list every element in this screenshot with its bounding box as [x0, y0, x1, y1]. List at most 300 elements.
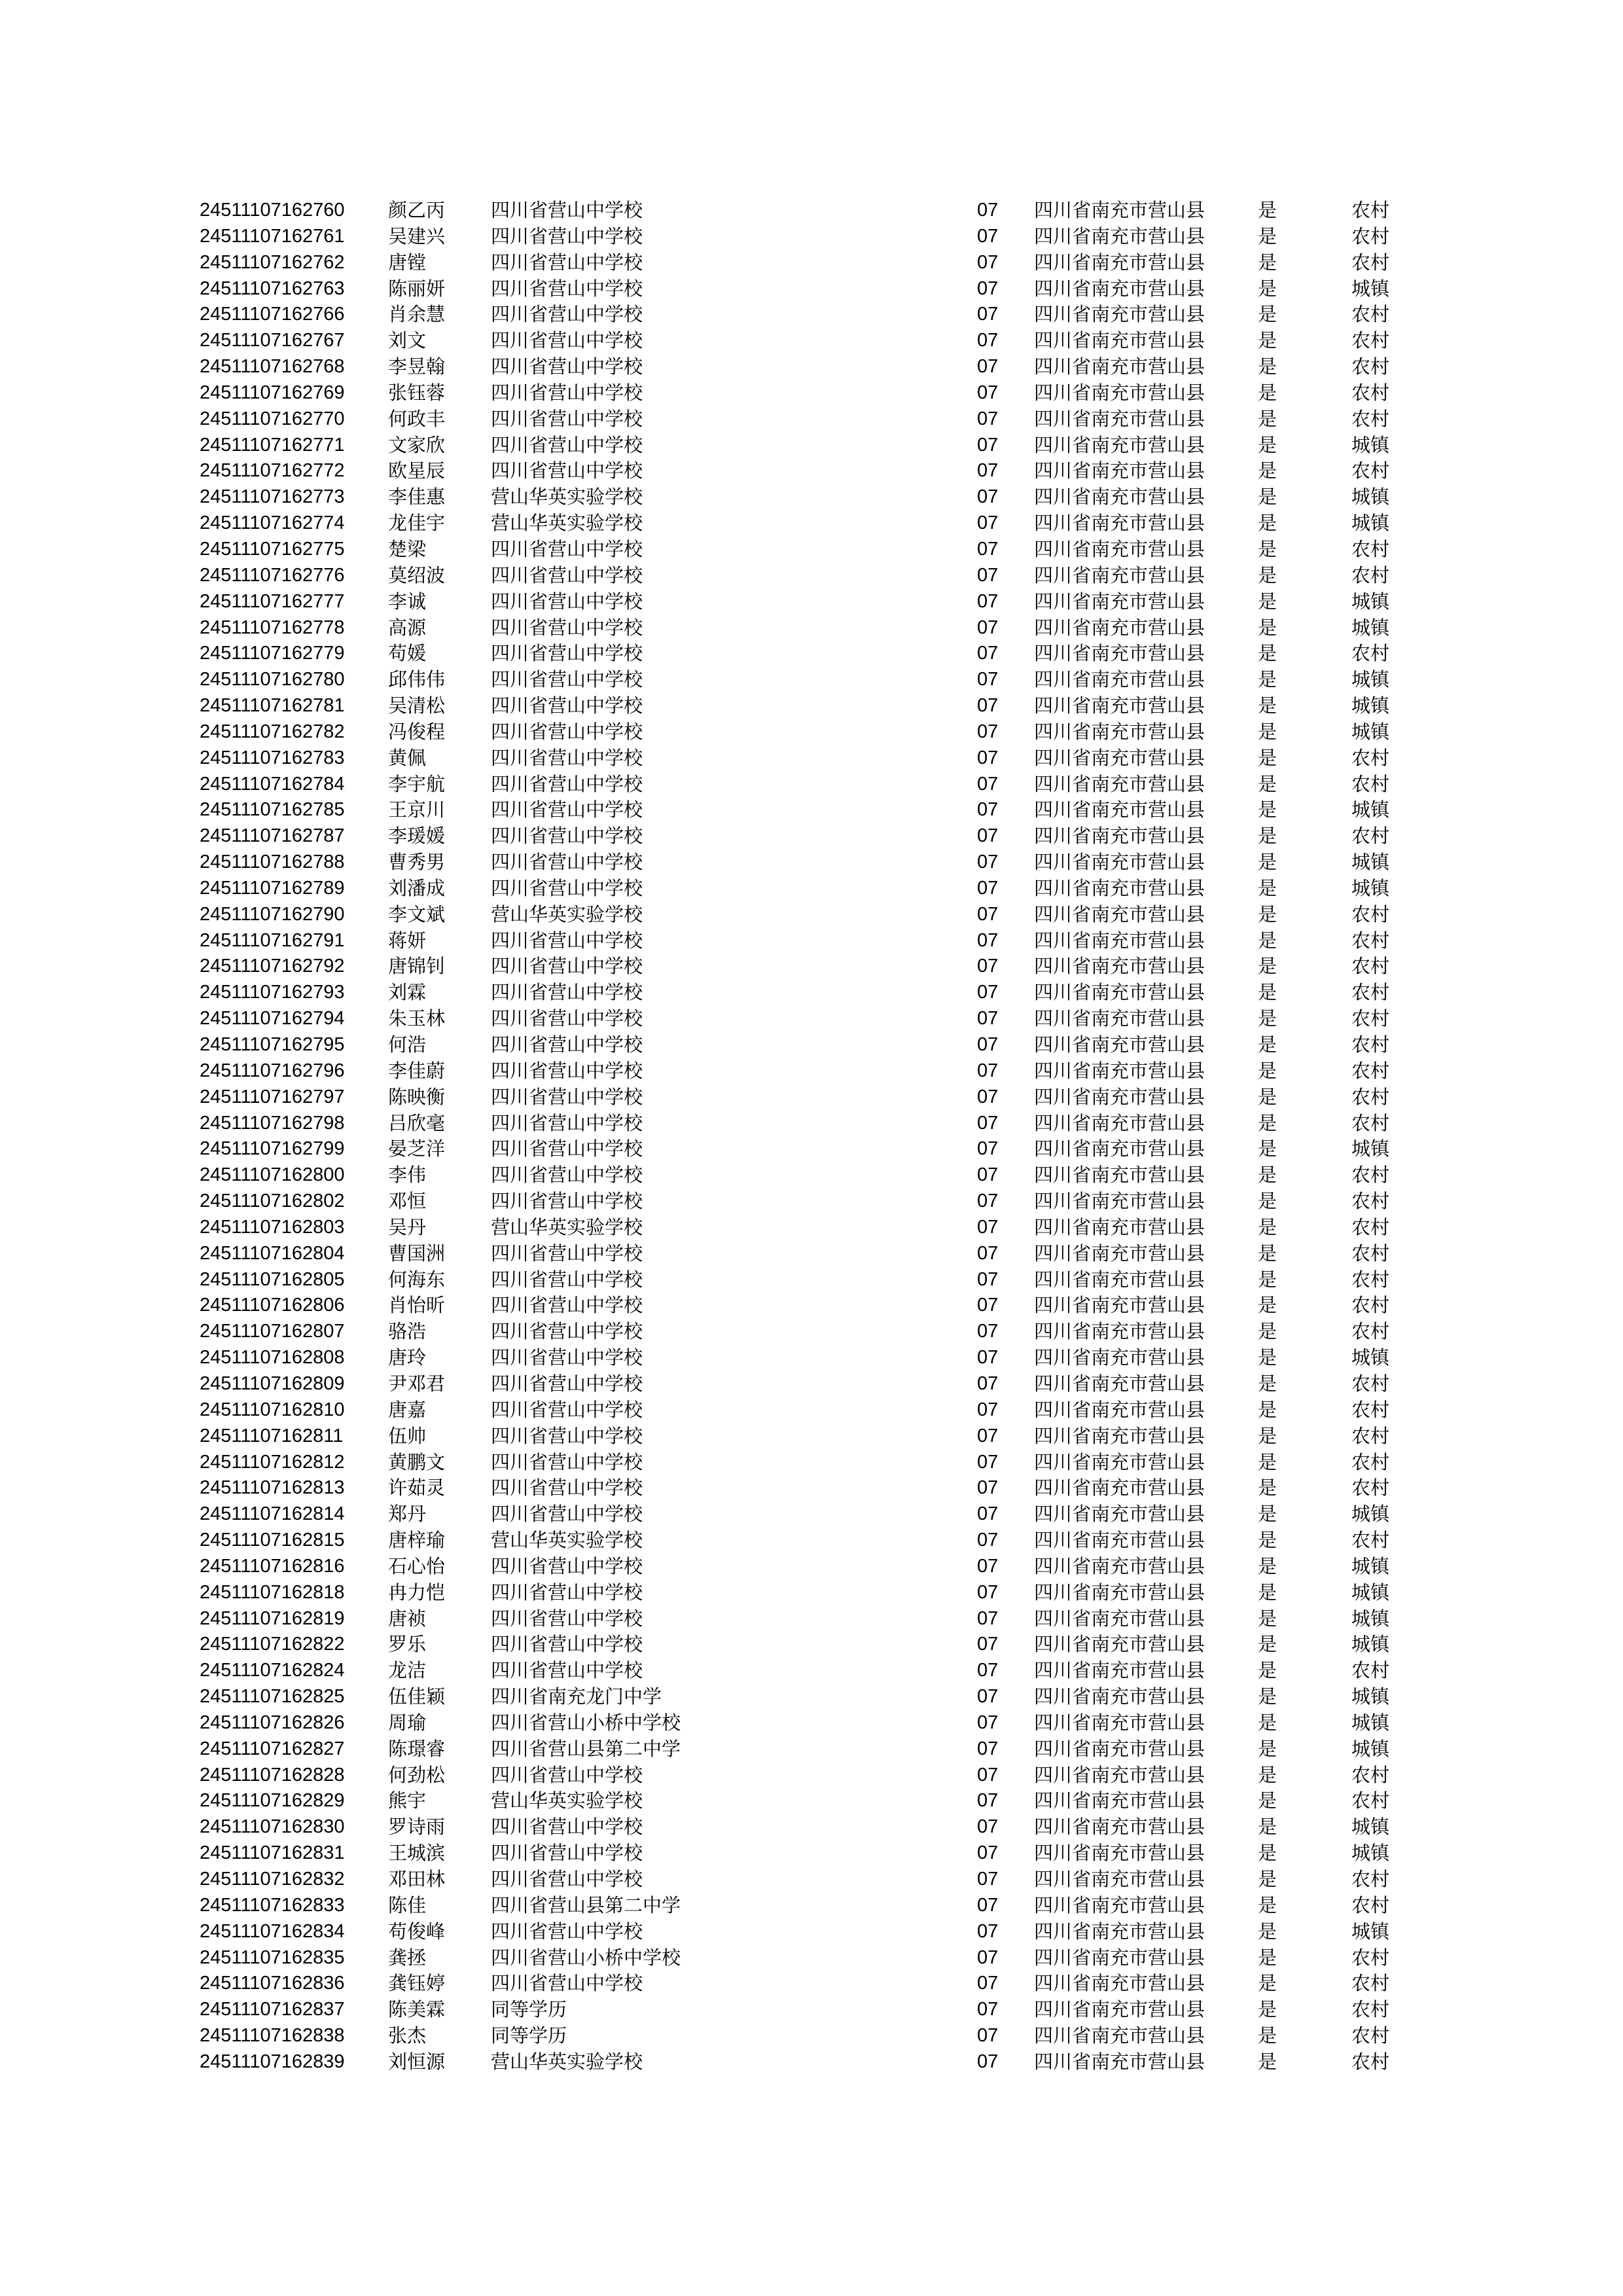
table-row	[200, 458, 1443, 484]
cell-flag: 是	[1258, 903, 1277, 925]
cell-name: 王京川	[388, 798, 446, 821]
cell-flag: 是	[1258, 1763, 1277, 1786]
cell-flag: 是	[1258, 1607, 1277, 1630]
cell-name: 邓恒	[388, 1190, 427, 1213]
cell-code: 07	[977, 929, 999, 951]
cell-code: 07	[977, 903, 999, 925]
cell-flag: 是	[1258, 1529, 1277, 1552]
table-row	[200, 1919, 1443, 1945]
cell-flag: 是	[1258, 1868, 1277, 1890]
cell-name: 张杰	[388, 2024, 427, 2047]
table-row	[200, 1345, 1443, 1371]
cell-name: 唐镗	[388, 251, 427, 274]
cell-code: 07	[977, 1920, 999, 1942]
cell-flag: 是	[1258, 277, 1277, 300]
table-row	[200, 1450, 1443, 1476]
cell-school: 四川省营山中学校	[491, 825, 643, 848]
cell-code: 07	[977, 1660, 999, 1681]
cell-flag: 是	[1258, 329, 1277, 352]
cell-school: 四川省营山中学校	[491, 929, 643, 952]
table-row	[200, 1997, 1443, 2023]
cell-flag: 是	[1258, 981, 1277, 1004]
cell-flag: 是	[1258, 1059, 1277, 1082]
cell-area: 城镇	[1351, 1554, 1390, 1577]
table-row	[200, 1580, 1443, 1606]
table-row	[200, 1319, 1443, 1345]
cell-school: 四川省营山中学校	[491, 642, 643, 665]
cell-code: 07	[977, 2051, 999, 2072]
cell-region: 四川省南充市营山县	[1034, 224, 1205, 247]
cell-region: 四川省南充市营山县	[1034, 876, 1205, 899]
cell-id: 24511107162828	[200, 1764, 345, 1785]
table-row	[200, 250, 1443, 276]
cell-flag: 是	[1258, 433, 1277, 456]
cell-flag: 是	[1258, 1424, 1277, 1447]
cell-region: 四川省南充市营山县	[1034, 564, 1205, 586]
cell-school: 四川省营山县第二中学	[491, 1893, 681, 1916]
cell-region: 四川省南充市营山县	[1034, 825, 1205, 848]
cell-name: 颜乙丙	[388, 199, 446, 221]
cell-flag: 是	[1258, 537, 1277, 560]
cell-id: 24511107162800	[200, 1164, 345, 1186]
cell-region: 四川省南充市营山县	[1034, 746, 1205, 769]
cell-code: 07	[977, 721, 999, 742]
cell-name: 李佳蔚	[388, 1059, 446, 1082]
cell-region: 四川省南充市营山县	[1034, 1607, 1205, 1630]
cell-region: 四川省南充市营山县	[1034, 1893, 1205, 1916]
cell-name: 龚拯	[388, 1946, 427, 1969]
cell-area: 城镇	[1351, 1685, 1390, 1708]
cell-code: 07	[977, 1268, 999, 1290]
cell-code: 07	[977, 1712, 999, 1733]
cell-name: 唐玲	[388, 1346, 427, 1369]
cell-code: 07	[977, 1216, 999, 1238]
cell-flag: 是	[1258, 486, 1277, 509]
cell-region: 四川省南充市营山县	[1034, 1320, 1205, 1343]
cell-id: 24511107162814	[200, 1503, 345, 1525]
cell-code: 07	[977, 1191, 999, 1212]
cell-code: 07	[977, 434, 999, 456]
cell-id: 24511107162810	[200, 1399, 345, 1420]
cell-school: 四川省营山中学校	[491, 224, 643, 247]
cell-area: 城镇	[1351, 1737, 1390, 1760]
cell-name: 肖余慧	[388, 303, 446, 326]
cell-name: 熊宇	[388, 1789, 427, 1812]
cell-school: 四川省营山中学校	[491, 1581, 643, 1604]
cell-flag: 是	[1258, 825, 1277, 848]
cell-school: 营山华英实验学校	[491, 1529, 643, 1552]
cell-id: 24511107162761	[200, 225, 345, 247]
cell-area: 城镇	[1351, 616, 1390, 639]
cell-area: 城镇	[1351, 512, 1390, 535]
cell-id: 24511107162792	[200, 956, 345, 977]
cell-school: 四川省营山中学校	[491, 1111, 643, 1134]
cell-flag: 是	[1258, 1893, 1277, 1916]
cell-code: 07	[977, 1764, 999, 1785]
cell-flag: 是	[1258, 1007, 1277, 1030]
cell-code: 07	[977, 1686, 999, 1708]
cell-flag: 是	[1258, 1085, 1277, 1108]
cell-id: 24511107162809	[200, 1372, 345, 1394]
cell-name: 骆浩	[388, 1320, 427, 1343]
cell-id: 24511107162834	[200, 1920, 345, 1942]
cell-region: 四川省南充市营山县	[1034, 1554, 1205, 1577]
cell-flag: 是	[1258, 1164, 1277, 1187]
cell-name: 刘恒源	[388, 2050, 446, 2073]
cell-id: 24511107162799	[200, 1138, 345, 1160]
cell-area: 农村	[1351, 903, 1390, 925]
cell-code: 07	[977, 1790, 999, 1812]
cell-id: 24511107162836	[200, 1973, 345, 1994]
cell-name: 李佳惠	[388, 486, 446, 509]
cell-area: 城镇	[1351, 798, 1390, 821]
cell-code: 07	[977, 1738, 999, 1759]
cell-name: 何劲松	[388, 1763, 446, 1786]
cell-code: 07	[977, 1869, 999, 1890]
cell-flag: 是	[1258, 1138, 1277, 1160]
cell-code: 07	[977, 330, 999, 351]
cell-name: 唐梓瑜	[388, 1529, 446, 1552]
cell-code: 07	[977, 356, 999, 378]
cell-flag: 是	[1258, 2050, 1277, 2073]
cell-school: 营山华英实验学校	[491, 903, 643, 925]
cell-id: 24511107162832	[200, 1869, 345, 1890]
cell-school: 四川省营山中学校	[491, 1842, 643, 1865]
table-row	[200, 328, 1443, 354]
table-row	[200, 928, 1443, 954]
cell-region: 四川省南充市营山县	[1034, 1685, 1205, 1708]
cell-region: 四川省南充市营山县	[1034, 1789, 1205, 1812]
cell-name: 罗乐	[388, 1633, 427, 1656]
table-row	[200, 2049, 1443, 2075]
table-row	[200, 2023, 1443, 2049]
cell-region: 四川省南充市营山县	[1034, 512, 1205, 535]
cell-area: 农村	[1351, 1424, 1390, 1447]
cell-flag: 是	[1258, 199, 1277, 221]
table-row	[200, 1893, 1443, 1919]
cell-school: 四川省营山中学校	[491, 720, 643, 743]
cell-name: 苟媛	[388, 642, 427, 665]
cell-region: 四川省南充市营山县	[1034, 1529, 1205, 1552]
cell-region: 四川省南充市营山县	[1034, 1190, 1205, 1213]
table-row	[200, 1763, 1443, 1789]
cell-area: 农村	[1351, 746, 1390, 769]
table-row	[200, 1501, 1443, 1528]
table-row	[200, 1736, 1443, 1763]
cell-id: 24511107162763	[200, 278, 345, 299]
cell-name: 吕欣毫	[388, 1111, 446, 1134]
cell-code: 07	[977, 512, 999, 534]
cell-region: 四川省南充市营山县	[1034, 642, 1205, 665]
cell-flag: 是	[1258, 1842, 1277, 1865]
cell-area: 城镇	[1351, 433, 1390, 456]
cell-school: 四川省营山中学校	[491, 1268, 643, 1291]
cell-flag: 是	[1258, 590, 1277, 613]
cell-code: 07	[977, 1242, 999, 1264]
cell-school: 四川省营山中学校	[491, 798, 643, 821]
cell-code: 07	[977, 1634, 999, 1655]
cell-id: 24511107162787	[200, 825, 345, 847]
table-row	[200, 511, 1443, 537]
cell-code: 07	[977, 695, 999, 717]
cell-id: 24511107162822	[200, 1634, 345, 1655]
cell-flag: 是	[1258, 2024, 1277, 2047]
cell-name: 刘文	[388, 329, 427, 352]
table-row	[200, 850, 1443, 876]
table-row	[200, 1424, 1443, 1450]
cell-name: 曹国洲	[388, 1242, 446, 1265]
cell-area: 城镇	[1351, 1816, 1390, 1839]
cell-region: 四川省南充市营山县	[1034, 459, 1205, 482]
cell-code: 07	[977, 1555, 999, 1577]
cell-school: 四川省营山中学校	[491, 1164, 643, 1187]
cell-flag: 是	[1258, 224, 1277, 247]
cell-area: 农村	[1351, 1998, 1390, 2021]
cell-region: 四川省南充市营山县	[1034, 1346, 1205, 1369]
cell-id: 24511107162771	[200, 434, 345, 456]
cell-id: 24511107162794	[200, 1008, 345, 1030]
table-row	[200, 1371, 1443, 1397]
cell-school: 同等学历	[491, 2024, 567, 2047]
cell-flag: 是	[1258, 1998, 1277, 2021]
cell-flag: 是	[1258, 1268, 1277, 1291]
table-row	[200, 276, 1443, 302]
cell-id: 24511107162827	[200, 1738, 345, 1759]
cell-flag: 是	[1258, 1346, 1277, 1369]
cell-name: 龙洁	[388, 1659, 427, 1682]
cell-flag: 是	[1258, 1503, 1277, 1526]
cell-area: 农村	[1351, 929, 1390, 952]
cell-name: 唐嘉	[388, 1398, 427, 1421]
cell-id: 24511107162805	[200, 1268, 345, 1290]
cell-region: 四川省南充市营山县	[1034, 1033, 1205, 1056]
cell-id: 24511107162833	[200, 1894, 345, 1916]
cell-area: 城镇	[1351, 694, 1390, 717]
cell-flag: 是	[1258, 355, 1277, 378]
table-row	[200, 823, 1443, 850]
cell-id: 24511107162825	[200, 1686, 345, 1708]
cell-code: 07	[977, 1477, 999, 1499]
cell-area: 城镇	[1351, 1581, 1390, 1604]
cell-name: 吴丹	[388, 1215, 427, 1238]
table-row	[200, 433, 1443, 459]
cell-region: 四川省南充市营山县	[1034, 981, 1205, 1004]
cell-school: 营山华英实验学校	[491, 1215, 643, 1238]
cell-id: 24511107162788	[200, 852, 345, 873]
cell-area: 农村	[1351, 1164, 1390, 1187]
cell-flag: 是	[1258, 512, 1277, 535]
cell-name: 郑丹	[388, 1503, 427, 1526]
table-row	[200, 1684, 1443, 1710]
cell-name: 刘潘成	[388, 876, 446, 899]
cell-id: 24511107162818	[200, 1581, 345, 1603]
cell-region: 四川省南充市营山县	[1034, 2024, 1205, 2047]
cell-school: 四川省营山小桥中学校	[491, 1946, 681, 1969]
cell-school: 四川省营山中学校	[491, 277, 643, 300]
cell-area: 农村	[1351, 1215, 1390, 1238]
cell-school: 营山华英实验学校	[491, 486, 643, 509]
table-row	[200, 406, 1443, 433]
table-row	[200, 1267, 1443, 1293]
cell-code: 07	[977, 538, 999, 560]
cell-region: 四川省南充市营山县	[1034, 1868, 1205, 1890]
cell-name: 高源	[388, 616, 427, 639]
cell-school: 四川省营山中学校	[491, 381, 643, 404]
cell-flag: 是	[1258, 407, 1277, 430]
cell-region: 四川省南充市营山县	[1034, 251, 1205, 274]
cell-code: 07	[977, 1530, 999, 1551]
cell-region: 四川省南充市营山县	[1034, 851, 1205, 874]
cell-region: 四川省南充市营山县	[1034, 1659, 1205, 1682]
cell-code: 07	[977, 1008, 999, 1030]
cell-code: 07	[977, 1399, 999, 1420]
cell-id: 24511107162778	[200, 617, 345, 638]
cell-name: 冯俊程	[388, 720, 446, 743]
cell-code: 07	[977, 408, 999, 429]
cell-name: 伍帅	[388, 1424, 427, 1447]
cell-name: 冉力恺	[388, 1581, 446, 1604]
cell-school: 四川省营山中学校	[491, 1372, 643, 1395]
cell-area: 农村	[1351, 329, 1390, 352]
table-row	[200, 1032, 1443, 1058]
cell-code: 07	[977, 1321, 999, 1342]
cell-id: 24511107162797	[200, 1086, 345, 1107]
cell-id: 24511107162811	[200, 1425, 344, 1446]
cell-name: 莫绍波	[388, 564, 446, 586]
cell-code: 07	[977, 1816, 999, 1838]
cell-area: 农村	[1351, 1450, 1390, 1473]
cell-area: 农村	[1351, 1320, 1390, 1343]
cell-area: 农村	[1351, 955, 1390, 978]
cell-code: 07	[977, 200, 999, 221]
cell-school: 四川省营山中学校	[491, 1398, 643, 1421]
cell-code: 07	[977, 1842, 999, 1864]
cell-area: 农村	[1351, 1242, 1390, 1265]
cell-area: 农村	[1351, 1946, 1390, 1969]
cell-school: 四川省营山中学校	[491, 851, 643, 874]
cell-flag: 是	[1258, 772, 1277, 795]
cell-region: 四川省南充市营山县	[1034, 1268, 1205, 1291]
cell-name: 石心怡	[388, 1554, 446, 1577]
cell-code: 07	[977, 1581, 999, 1603]
cell-school: 四川省营山中学校	[491, 1007, 643, 1030]
cell-school: 四川省营山中学校	[491, 1477, 643, 1499]
cell-area: 农村	[1351, 2024, 1390, 2047]
cell-name: 吴清松	[388, 694, 446, 717]
cell-flag: 是	[1258, 459, 1277, 482]
cell-school: 四川省营山中学校	[491, 1763, 643, 1786]
cell-name: 朱玉林	[388, 1007, 446, 1030]
cell-area: 农村	[1351, 407, 1390, 430]
cell-region: 四川省南充市营山县	[1034, 199, 1205, 221]
cell-area: 农村	[1351, 1190, 1390, 1213]
cell-school: 四川省营山中学校	[491, 876, 643, 899]
cell-code: 07	[977, 1086, 999, 1107]
cell-area: 城镇	[1351, 1920, 1390, 1943]
cell-school: 四川省营山小桥中学校	[491, 1711, 681, 1734]
cell-region: 四川省南充市营山县	[1034, 1242, 1205, 1265]
cell-name: 邓田林	[388, 1868, 446, 1890]
cell-id: 24511107162808	[200, 1347, 345, 1369]
cell-code: 07	[977, 278, 999, 299]
cell-area: 农村	[1351, 1972, 1390, 1995]
cell-id: 24511107162838	[200, 2025, 345, 2047]
cell-area: 城镇	[1351, 1607, 1390, 1630]
cell-region: 四川省南充市营山县	[1034, 329, 1205, 352]
cell-region: 四川省南充市营山县	[1034, 381, 1205, 404]
cell-region: 四川省南充市营山县	[1034, 1111, 1205, 1134]
cell-code: 07	[977, 564, 999, 586]
cell-name: 楚梁	[388, 537, 427, 560]
cell-flag: 是	[1258, 1920, 1277, 1943]
cell-area: 城镇	[1351, 1711, 1390, 1734]
cell-flag: 是	[1258, 1972, 1277, 1995]
cell-code: 07	[977, 1999, 999, 2020]
table-row	[200, 667, 1443, 693]
cell-school: 四川省营山中学校	[491, 407, 643, 430]
cell-school: 四川省南充龙门中学	[491, 1685, 662, 1708]
cell-region: 四川省南充市营山县	[1034, 1424, 1205, 1447]
cell-id: 24511107162768	[200, 356, 345, 378]
cell-id: 24511107162784	[200, 773, 345, 795]
cell-school: 四川省营山中学校	[491, 1920, 643, 1943]
cell-school: 四川省营山中学校	[491, 564, 643, 586]
cell-name: 唐锦钊	[388, 955, 446, 978]
cell-id: 24511107162781	[200, 695, 345, 717]
table-row	[200, 1293, 1443, 1319]
cell-flag: 是	[1258, 1737, 1277, 1760]
cell-id: 24511107162813	[200, 1477, 345, 1499]
cell-flag: 是	[1258, 1554, 1277, 1577]
table-row	[200, 589, 1443, 615]
cell-code: 07	[977, 773, 999, 795]
cell-id: 24511107162831	[200, 1842, 345, 1864]
cell-area: 农村	[1351, 1268, 1390, 1291]
cell-region: 四川省南充市营山县	[1034, 1711, 1205, 1734]
table-row	[200, 484, 1443, 511]
cell-code: 07	[977, 1946, 999, 1968]
cell-flag: 是	[1258, 381, 1277, 404]
cell-id: 24511107162769	[200, 382, 345, 403]
cell-school: 四川省营山中学校	[491, 251, 643, 274]
cell-id: 24511107162760	[200, 200, 345, 221]
cell-school: 四川省营山中学校	[491, 1424, 643, 1447]
cell-name: 蒋妍	[388, 929, 427, 952]
cell-name: 张钰蓉	[388, 381, 446, 404]
cell-flag: 是	[1258, 1215, 1277, 1238]
cell-id: 24511107162772	[200, 460, 345, 482]
cell-region: 四川省南充市营山县	[1034, 1215, 1205, 1238]
cell-region: 四川省南充市营山县	[1034, 1763, 1205, 1786]
cell-flag: 是	[1258, 1450, 1277, 1473]
cell-area: 农村	[1351, 303, 1390, 326]
cell-flag: 是	[1258, 616, 1277, 639]
cell-school: 四川省营山中学校	[491, 355, 643, 378]
cell-school: 四川省营山县第二中学	[491, 1737, 681, 1760]
cell-school: 四川省营山中学校	[491, 537, 643, 560]
table-row	[200, 1528, 1443, 1554]
cell-name: 陈映衡	[388, 1085, 446, 1108]
cell-name: 许茹灵	[388, 1477, 446, 1499]
cell-area: 农村	[1351, 1529, 1390, 1552]
cell-school: 营山华英实验学校	[491, 2050, 643, 2073]
cell-id: 24511107162779	[200, 643, 345, 664]
cell-region: 四川省南充市营山县	[1034, 1920, 1205, 1943]
cell-school: 四川省营山中学校	[491, 1868, 643, 1890]
cell-flag: 是	[1258, 1372, 1277, 1395]
cell-code: 07	[977, 590, 999, 612]
cell-id: 24511107162835	[200, 1946, 345, 1968]
